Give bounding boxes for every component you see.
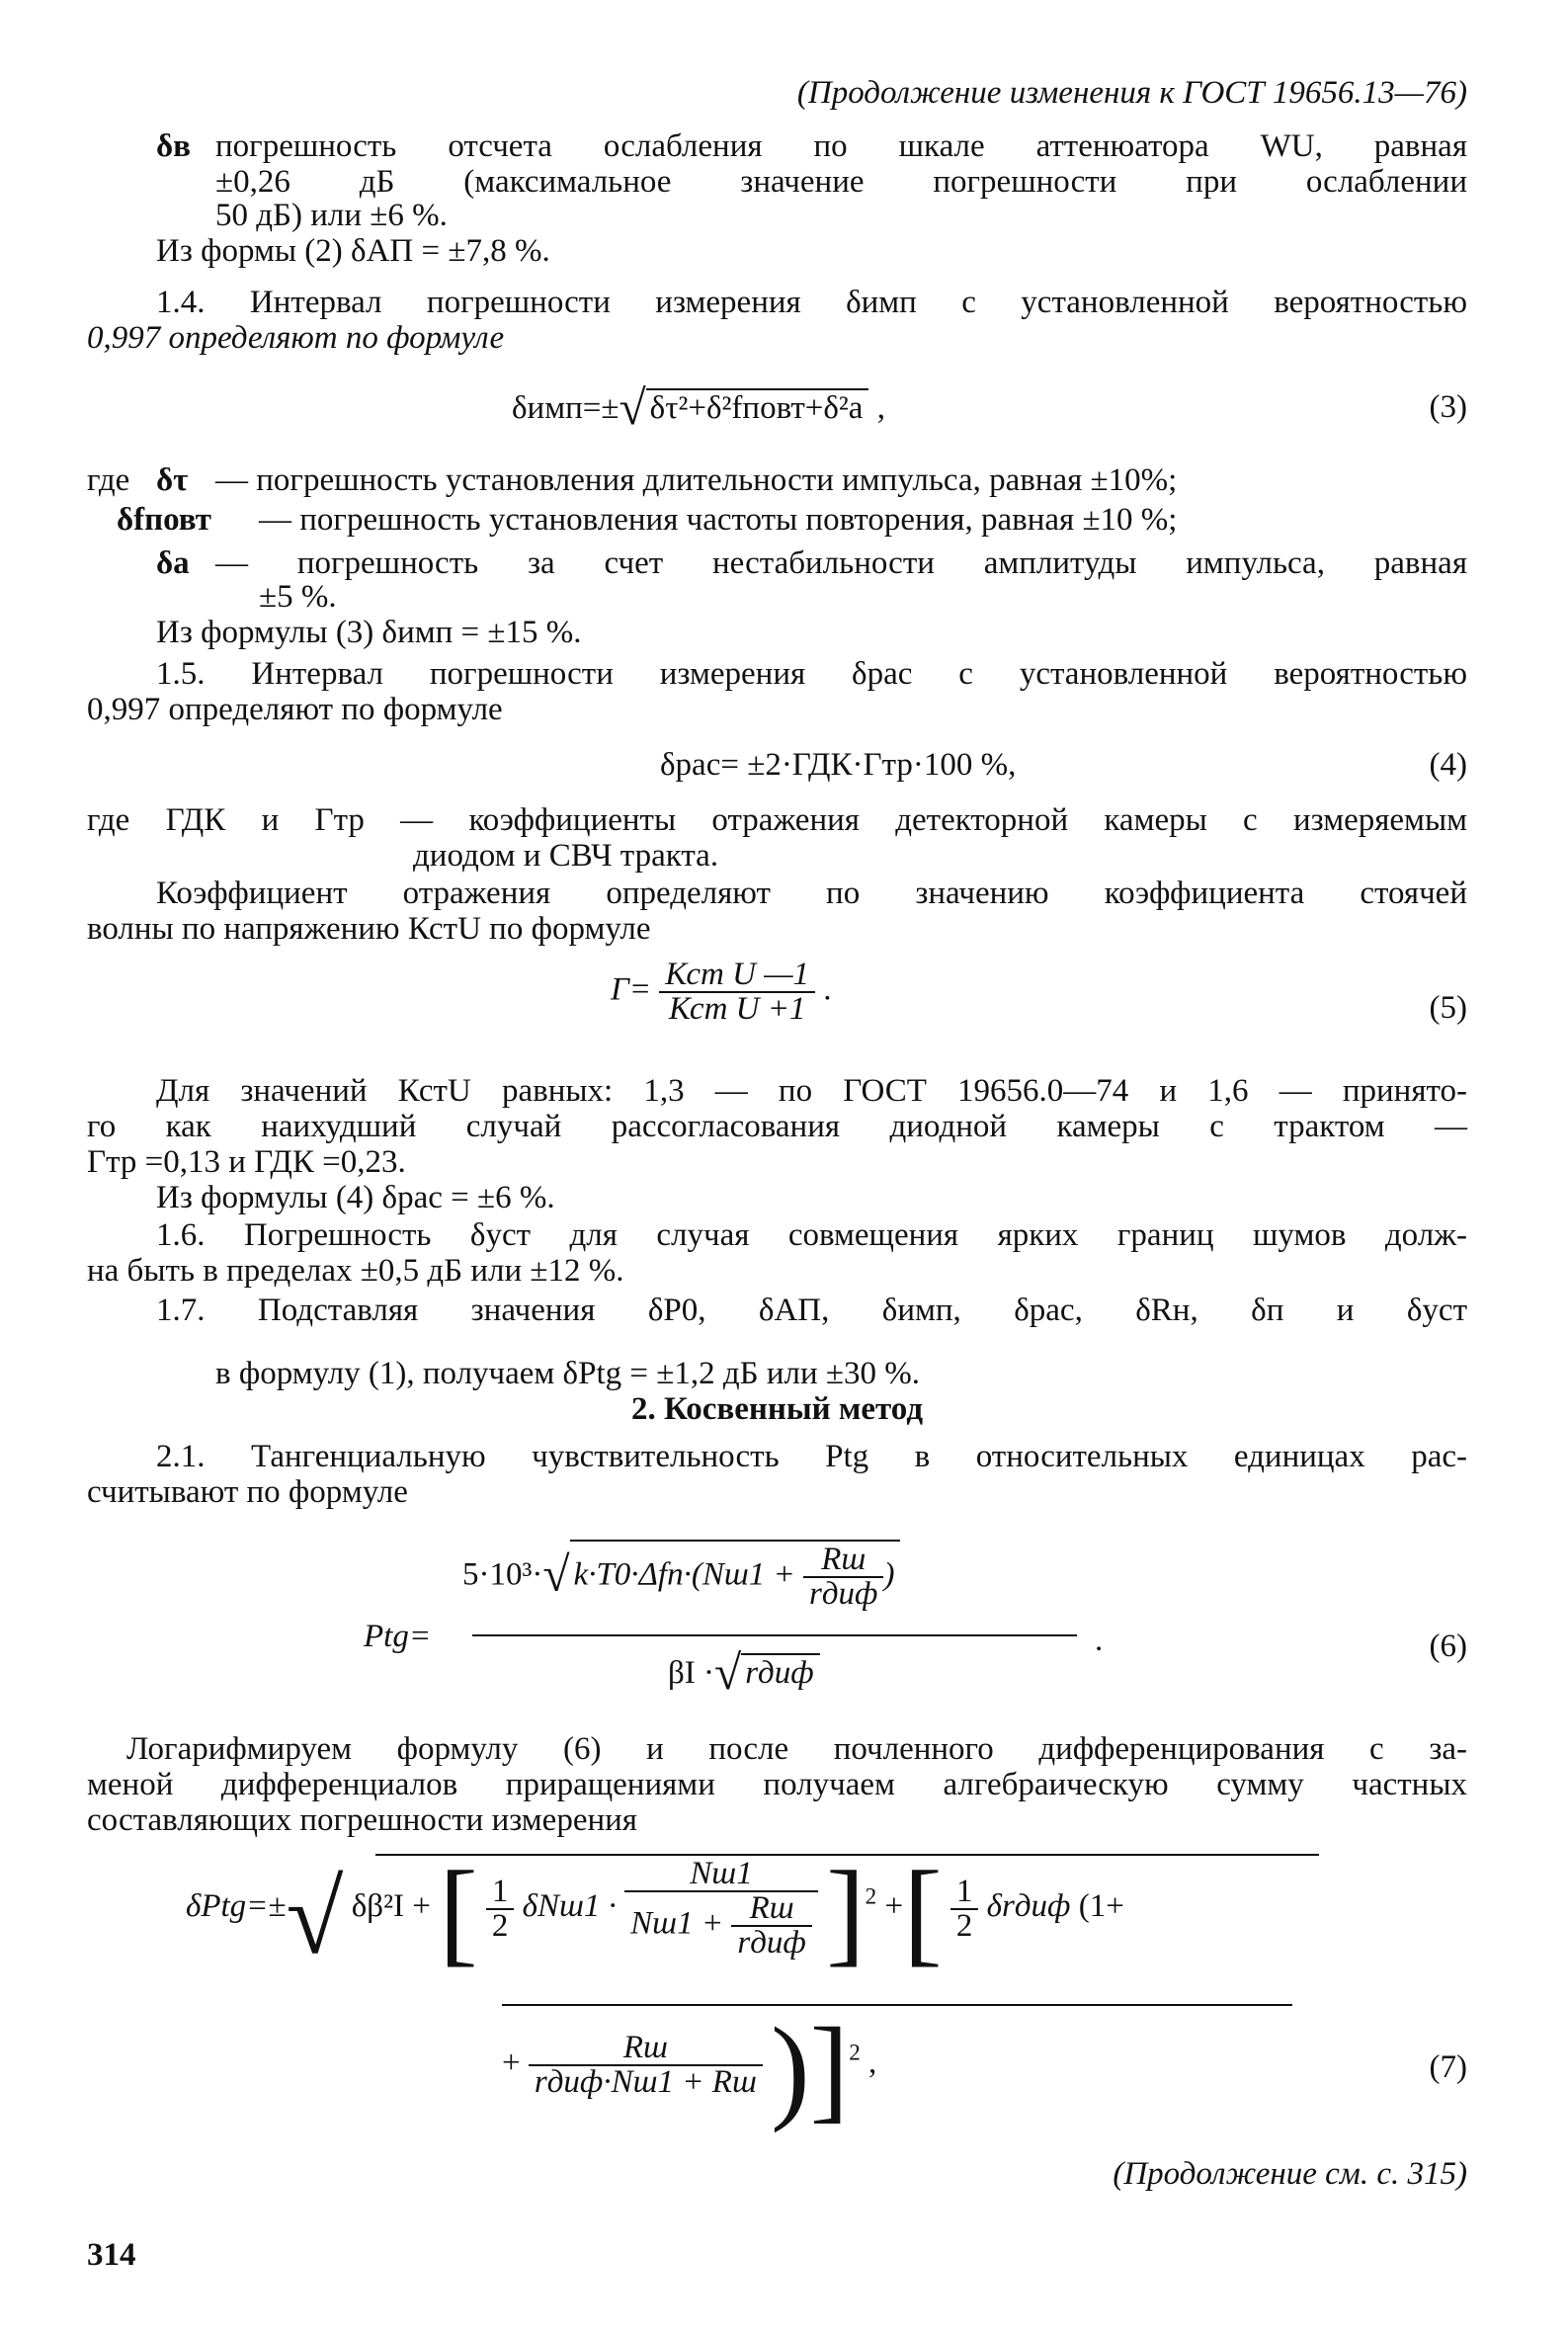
section-2-1-line-1: 2.1. Тангенциальную чувствительность Ptg в относительных единицах рас-	[156, 1439, 1467, 1474]
section-1-5-result: Из формулы (4) δрас = ±6 %.	[156, 1180, 555, 1215]
section-1-6-line-1: 1.6. Погрешность δуст для случая совмещения ярких границ шумов долж-	[156, 1217, 1467, 1253]
formula-6-fraction-bar	[472, 1634, 1077, 1636]
formula-6-numerator	[462, 1540, 1087, 1612]
formula-4: δрас= ±2·ГДК·Гтр·100 %,	[660, 747, 1017, 783]
formula-6-inner-fraction	[803, 1544, 883, 1611]
page-number: 314	[87, 2237, 136, 2273]
formula-7-term-3: δrдиф	[986, 1888, 1071, 1925]
section-1-5-where-line-2: диодом и СВЧ тракта.	[413, 838, 719, 874]
bracket-open: [	[439, 1846, 478, 1977]
delta-v-result: Из формы (2) δАП = ±7,8 %.	[156, 233, 550, 269]
formula-7-term-3-open: (1+	[1078, 1888, 1124, 1925]
delta-v-line-3: 50 дБ) или ±6 %.	[215, 198, 448, 233]
formula-7-term-1: δβ²I +	[351, 1888, 431, 1925]
formula-6-inner-den: rдиф	[803, 1576, 883, 1611]
formula-5-denominator: Кст U +1	[659, 991, 815, 1026]
formula-7-line-2	[502, 2003, 877, 2133]
formula-7-square-2: 2	[849, 2039, 861, 2065]
bracket-close: ]	[826, 1846, 866, 1977]
section-2-title: 2. Косвенный метод	[630, 1391, 924, 1427]
section-1-5-line-2: 0,997 определяют по формуле	[87, 692, 503, 727]
formula-6-num-radicand: k·T0·Δfп·(Nш1 + $\frac{Rш}{\text{rдиф}}$ )	[570, 1540, 901, 1611]
paren-close: )]	[771, 2003, 850, 2133]
formula-6-denominator	[668, 1645, 820, 1700]
delta-v-line-1: погрешность отсчета ослабления по шкале аттенюатора WU, равная	[215, 128, 1467, 164]
def-1-text: — погрешность установления длительности импульса, равная ±10%;	[215, 462, 1178, 498]
formula-7-fraction-b: Nш1 Nш1 + $\frac{Rш}{\text{rдиф}}$	[624, 1858, 818, 1960]
def-2-text: — погрешность установления частоты повторения, равная ±10 %;	[259, 502, 1178, 538]
formula-7-fraction-c: $\frac{Rш}{\text{rдиф·Nш1 + Rш}}$	[529, 2032, 763, 2099]
formula-7-line-2-plus: +	[502, 2045, 521, 2081]
formula-6-lhs: Ptg=	[364, 1619, 432, 1654]
formula-7-plus: +	[884, 1888, 904, 1925]
formula-4-number: (4)	[1429, 747, 1467, 783]
formula-7-lhs: δPtg=±	[186, 1888, 287, 1925]
formula-6-number: (6)	[1429, 1628, 1467, 1664]
formula-5-trail: .	[823, 971, 832, 1008]
formula-3-number: (3)	[1429, 389, 1467, 425]
def-1-symbol: δτ	[156, 462, 189, 498]
formula-7-sqrt-bar-2	[502, 2004, 1292, 2006]
formula-7-trail: ,	[868, 2045, 877, 2081]
footer-continue: (Продолжение см. с. 315)	[1113, 2156, 1467, 2192]
formula-6-den-factor: βI ·	[668, 1655, 715, 1692]
section-1-4-line-1: 1.4. Интервал погрешности измерения δимп с установленной вероятностью	[156, 285, 1467, 320]
section-1-5-values-line-1: Для значений КстU равных: 1,3 — по ГОСТ 19656.0—74 и 1,6 — принято-	[156, 1073, 1467, 1109]
section-1-5-line-1: 1.5. Интервал погрешности измерения δрас с установленной вероятностью	[156, 656, 1467, 692]
section-1-7-line-2: в формулу (1), получаем δPtg = ±1,2 дБ или ±30 %.	[215, 1356, 920, 1391]
running-header: (Продолжение изменения к ГОСТ 19656.13—76)	[796, 75, 1467, 111]
delta-v-line-2: ±0,26 дБ (максимальное значение погрешности при ослаблении	[215, 164, 1467, 200]
section-2-1-line-2: считывают по формуле	[87, 1474, 408, 1510]
def-3-text-line-1: — погрешность за счет нестабильности амплитуды импульса, равная	[215, 545, 1467, 581]
section-1-5-where-line-1: где ГДК и Гтр — коэффициенты отражения детекторной камеры с измеряемым	[87, 802, 1467, 838]
section-1-7-line-1: 1.7. Подставляя значения δP0, δАП, δимп, δрас, δRн, δп и δуст	[156, 1293, 1467, 1328]
formula-7-line-1	[186, 1846, 1124, 1986]
formula-6-inner-num: Rш	[821, 1542, 867, 1577]
formula-7-half-2: $\frac{1}{2}$	[950, 1876, 979, 1943]
bracket-open-2: [	[903, 1846, 943, 1977]
formula-5-lhs: Г=	[611, 971, 652, 1008]
formula-7-square-1: 2	[865, 1882, 877, 1909]
formula-6-close: )	[883, 1556, 895, 1593]
formula-7-fraction-b-inner: $\frac{Rш}{\text{rдиф}}$	[731, 1892, 811, 1960]
formula-6-trail: .	[1095, 1623, 1104, 1658]
def-2-symbol: δfповт	[117, 502, 212, 538]
formula-5	[611, 959, 832, 1026]
formula-3-lhs: δимп=±	[512, 390, 619, 427]
section-1-5-values-line-2: го как наихудший случай рассогласования диодной камеры с трактом —	[87, 1109, 1467, 1144]
formula-6-num-factor: 5·10³·	[462, 1556, 543, 1593]
formula-5-numerator: Кст U —1	[665, 957, 810, 992]
section-2-log-line-1: Логарифмируем формулу (6) и после почленного дифференцирования с за-	[126, 1731, 1467, 1767]
formula-7-term-2: δNш1 ·	[522, 1888, 617, 1925]
formula-7-fraction-b-den: Nш1 + $\frac{Rш}{\text{rдиф}}$	[624, 1890, 818, 1960]
section-1-5-coef-line-1: Коэффициент отражения определяют по значению коэффициента стоячей	[156, 876, 1467, 911]
section-2-log-line-3: составляющих погрешности измерения	[87, 1802, 637, 1838]
formula-5-fraction	[659, 959, 815, 1026]
sqrt-sign: √	[619, 380, 646, 435]
formula-7-half-1: $\frac{1}{2}$	[486, 1876, 515, 1943]
formula-3-trail: ,	[876, 390, 885, 427]
def-3-symbol: δа	[156, 545, 190, 581]
section-2-log-line-2: меной дифференциалов приращениями получаем алгебраическую сумму частных	[87, 1767, 1467, 1802]
where-word: где	[87, 462, 130, 498]
delta-v-symbol: δв	[156, 128, 191, 164]
big-sqrt-sign: √	[286, 1860, 344, 1976]
section-1-4-result: Из формулы (3) δимп = ±15 %.	[156, 615, 582, 650]
def-3-text-line-2: ±5 %.	[259, 579, 337, 615]
section-1-4-line-2: 0,997 определяют по формуле	[87, 320, 505, 356]
formula-7-sqrt-bar-1	[375, 1854, 1319, 1856]
formula-5-number: (5)	[1429, 990, 1467, 1026]
section-1-6-line-2: на быть в пределах ±0,5 дБ или ±12 %.	[87, 1253, 624, 1289]
formula-3	[512, 380, 885, 435]
formula-6-den-radicand: rдиф	[741, 1653, 819, 1690]
sqrt-sign: √	[714, 1645, 742, 1700]
section-1-5-values-line-3: Гтр =0,13 и ГДК =0,23.	[87, 1144, 406, 1180]
section-1-5-coef-line-2: волны по напряжению КстU по формуле	[87, 911, 651, 947]
formula-7-number: (7)	[1429, 2049, 1467, 2085]
sqrt-sign: √	[542, 1546, 570, 1602]
formula-3-radicand: δτ²+δ²fповт+δ²а	[646, 388, 869, 425]
